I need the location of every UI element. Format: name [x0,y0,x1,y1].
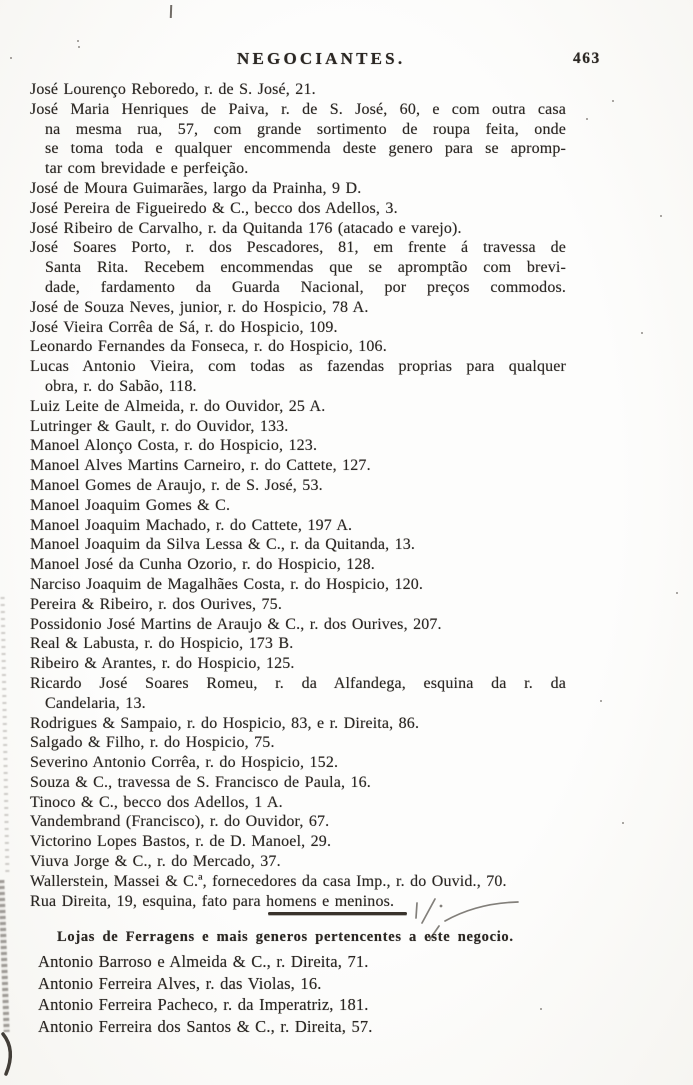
directory-entry-line: obra, r. do Sabão, 118. [45,377,197,395]
directory-entry-line: Rua Direita, 19, esquina, fato para homens e meninos. [30,892,395,910]
directory-entry-line: José de Souza Neves, junior, r. do Hospicio, 78 A. [30,298,369,316]
directory-entry-line: José Pereira de Figueiredo & C., becco dos Adellos, 3. [30,199,398,217]
running-title: NEGOCIANTES. [237,49,406,68]
directory-entry-line: José Soares Porto, r. dos Pescadores, 81, em frente á travessa de [30,239,566,257]
ferragens-directory-list [38,951,598,1037]
directory-entry-line: José Maria Henriques de Paiva, r. de S. José, 60, e com outra casa [30,100,566,118]
directory-entry-line: Possidonio José Martins de Araujo & C., r. dos Ourives, 207. [30,615,442,633]
directory-entry-line: Ricardo José Soares Romeu, r. da Alfandega, esquina da r. da [30,674,566,692]
directory-entry-line: Tinoco & C., becco dos Adellos, 1 A. [30,793,283,811]
directory-entry-line: Manoel Gomes de Araujo, r. de S. José, 53. [30,476,323,494]
scan-speck [612,100,614,102]
directory-entry-line: Wallerstein, Massei & C.ª, fornecedores da casa Imp., r. do Ouvid., 70. [30,872,507,890]
directory-entry-line: na mesma rua, 57, com grande sortimento de roupa feita, onde [45,120,566,138]
directory-entry-line: Severino Antonio Corrêa, r. do Hospicio, 152. [30,754,339,772]
merchants-directory-list [30,80,566,911]
directory-entry-line: Candelaria, 13. [45,694,146,712]
directory-entry-line: tar com brevidade e perfeição. [45,160,249,178]
directory-entry-line: Manoel Joaquim Machado, r. do Cattete, 197 A. [30,516,353,534]
scan-speck [77,40,79,42]
scan-speck [586,118,588,120]
directory-entry-line: Manoel José da Cunha Ozorio, r. do Hospicio, 128. [30,556,375,574]
binding-edge-smudge [0,880,10,1032]
scan-speck [676,592,678,594]
section-divider-rule [268,912,407,915]
scan-speck [622,822,624,824]
directory-entry-line: Lucas Antonio Vieira, com todas as fazendas proprias para qualquer [30,358,566,376]
directory-entry-line: Santa Rita. Recebem encommendas que se apromptão com brevi- [45,259,566,277]
directory-entry-line: Vandembrand (Francisco), r. do Ouvidor, 67. [30,813,330,831]
directory-entry-line: José Lourenço Reboredo, r. de S. José, 21. [30,81,316,98]
directory-entry-line: Manoel Alonço Costa, r. do Hospicio, 123. [30,437,318,455]
directory-entry-line: Narciso Joaquim de Magalhães Costa, r. do Hospicio, 120. [30,575,424,593]
directory-entry-line: se toma toda e qualquer encommenda deste genero para se apromp- [45,140,566,158]
directory-entry-line: Manoel Joaquim Gomes & C. [30,496,231,514]
directory-entry-line: Luiz Leite de Almeida, r. do Ouvidor, 25 A. [30,397,326,415]
directory-entry-line: Rodrigues & Sampaio, r. do Hospicio, 83, e r. Direita, 86. [30,714,420,732]
directory-entry-line: Lutringer & Gault, r. do Ouvidor, 133. [30,417,289,435]
directory-entry-line: Ribeiro & Arantes, r. do Hospicio, 125. [30,655,295,673]
directory-entry-line: Antonio Ferreira Pacheco, r. da Imperatriz, 181. [38,995,369,1014]
scan-speck [170,5,172,18]
directory-entry-line: José de Moura Guimarães, largo da Prainha, 9 D. [30,179,362,197]
scan-speck [641,332,643,334]
directory-entry-line: José Ribeiro de Carvalho, r. da Quitanda 176 (atacado e varejo). [30,219,462,237]
binding-edge-mark [0,1030,28,1080]
directory-entry-line: Manoel Alves Martins Carneiro, r. do Cattete, 127. [30,457,371,475]
scan-speck [10,57,12,59]
binding-edge-smudge [1,597,10,875]
directory-entry-line: Real & Labusta, r. do Hospicio, 173 B. [30,635,294,653]
directory-entry-line: Pereira & Ribeiro, r. dos Ourives, 75. [30,595,282,613]
directory-entry-line: Antonio Ferreira Alves, r. das Violas, 16. [38,973,322,993]
directory-entry-line: José Vieira Corrêa de Sá, r. do Hospicio, 109. [30,318,338,336]
directory-entry-line: Leonardo Fernandes da Fonseca, r. do Hospicio, 106. [30,338,387,356]
directory-entry-line: Manoel Joaquim da Silva Lessa & C., r. da Quitanda, 13. [30,536,416,554]
scan-speck [540,1008,542,1010]
scan-speck [78,46,80,48]
directory-entry-line: Salgado & Filho, r. do Hospicio, 75. [30,734,275,752]
directory-entry-line: Antonio Barroso e Almeida & C., r. Direita, 71. [38,952,369,971]
directory-entry-line: Viuva Jorge & C., r. do Mercado, 37. [30,853,281,871]
section-heading: Lojas de Ferragens e mais generos pertencentes a este negocio. [57,929,514,945]
scan-speck [600,700,602,702]
directory-entry-line: dade, fardamento da Guarda Nacional, por preços commodos. [45,278,566,296]
page-number: 463 [573,50,601,67]
scan-speck [660,215,662,217]
directory-entry-line: Antonio Ferreira dos Santos & C., r. Direita, 57. [38,1016,373,1036]
directory-entry-line: Souza & C., travessa de S. Francisco de Paula, 16. [30,773,371,791]
directory-entry-line: Victorino Lopes Bastos, r. de D. Manoel, 29. [30,833,332,851]
